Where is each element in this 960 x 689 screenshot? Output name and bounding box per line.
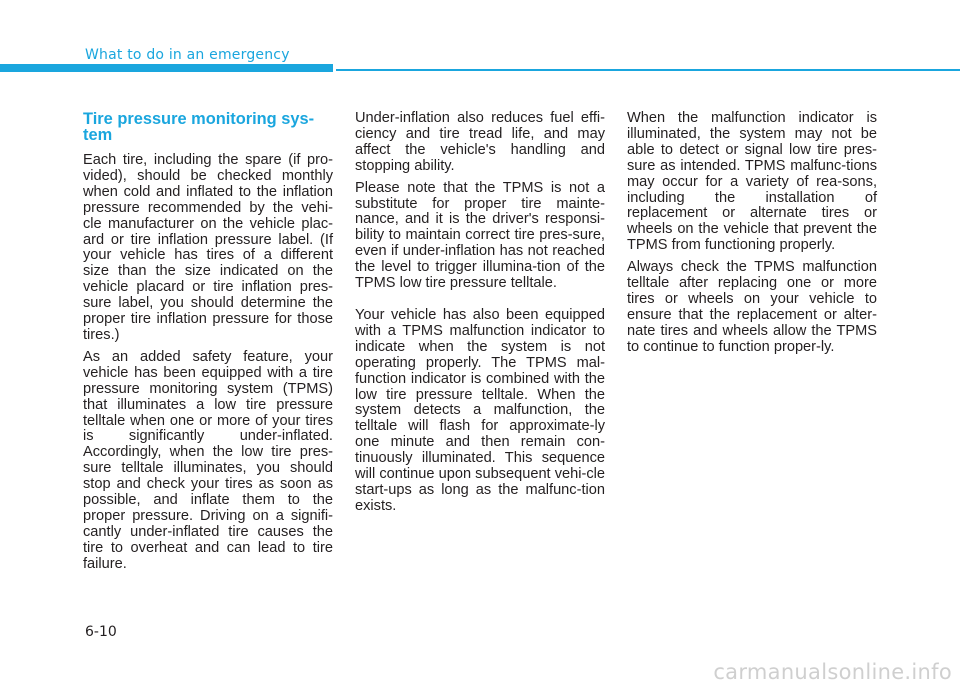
paragraph: As an added safety feature, your vehicle has been equipped with a tire pressure monitoring system (TPMS) that illuminates a low tire pressure telltale when one or more of your tires is significantly under-inflated. Accordingly, when the low tire pres-sure telltale illuminates, you should stop and check your tires as soon as possible, and inflate them to the proper pressure. Driving on a signifi-cantly under-inflated tire causes the tire to overheat and can lead to tire failure. (83, 348, 333, 572)
text-column-2 (355, 111, 605, 521)
paragraph: Please note that the TPMS is not a substitute for proper tire mainte-nance, and it is the driver's responsi-bility to maintain correct tire pres-sure, even if under-inflation has not reached the level to trigger illumina-tion of the TPMS low tire pressure telltale. (355, 179, 605, 292)
paragraph: Always check the TPMS malfunction telltale after replacing one or more tires or wheels on your vehicle to ensure that the replacement or alter-nate tires and wheels allow the TPMS to continue to function proper-ly. (627, 259, 877, 355)
paragraph: When the malfunction indicator is illuminated, the system may not be able to detect or signal low tire pres-sure as intended. TPMS malfunc-tions may occur for a variety of rea-sons, including the installation of replacement or alternate tires or wheels on the vehicle that prevent the TPMS from functioning properly. (627, 110, 877, 254)
paragraph: Each tire, including the spare (if pro-vided), should be checked monthly when cold and inflated to the inflation pressure recommended by the vehi-cle manufacturer on the vehicle plac-ard or tire inflation pressure label. (If your vehicle has tires of a different size than the size indicated on the vehicle placard or tire inflation pres-sure label, you should determine the proper tire inflation pressure for those tires.) (83, 152, 333, 343)
watermark-text: carmanualsonline.info (713, 660, 952, 684)
paragraph: Under-inflation also reduces fuel effi-ciency and tire tread life, and may affect the vehicle's handling and stopping ability. (355, 110, 605, 174)
text-column-1 (83, 111, 333, 579)
paragraph: Your vehicle has also been equipped with a TPMS malfunction indicator to indicate when the system is not operating properly. The TPMS mal-function indicator is combined with the low tire pressure telltale. When the system detects a malfunction, the telltale will flash for approximate-ly one minute and then remain con-tinuously illuminated. This sequence will continue upon subsequent vehi-cle start-ups as long as the malfunc-tion exists. (355, 306, 605, 514)
section-title: Tire pressure monitoring sys-tem (83, 110, 315, 144)
page-number: 6-10 (85, 624, 117, 640)
section-header-title: What to do in an emergency (85, 47, 290, 63)
header-accent-bar (0, 64, 333, 72)
header-rule-line (336, 69, 960, 71)
text-column-3 (627, 111, 877, 362)
